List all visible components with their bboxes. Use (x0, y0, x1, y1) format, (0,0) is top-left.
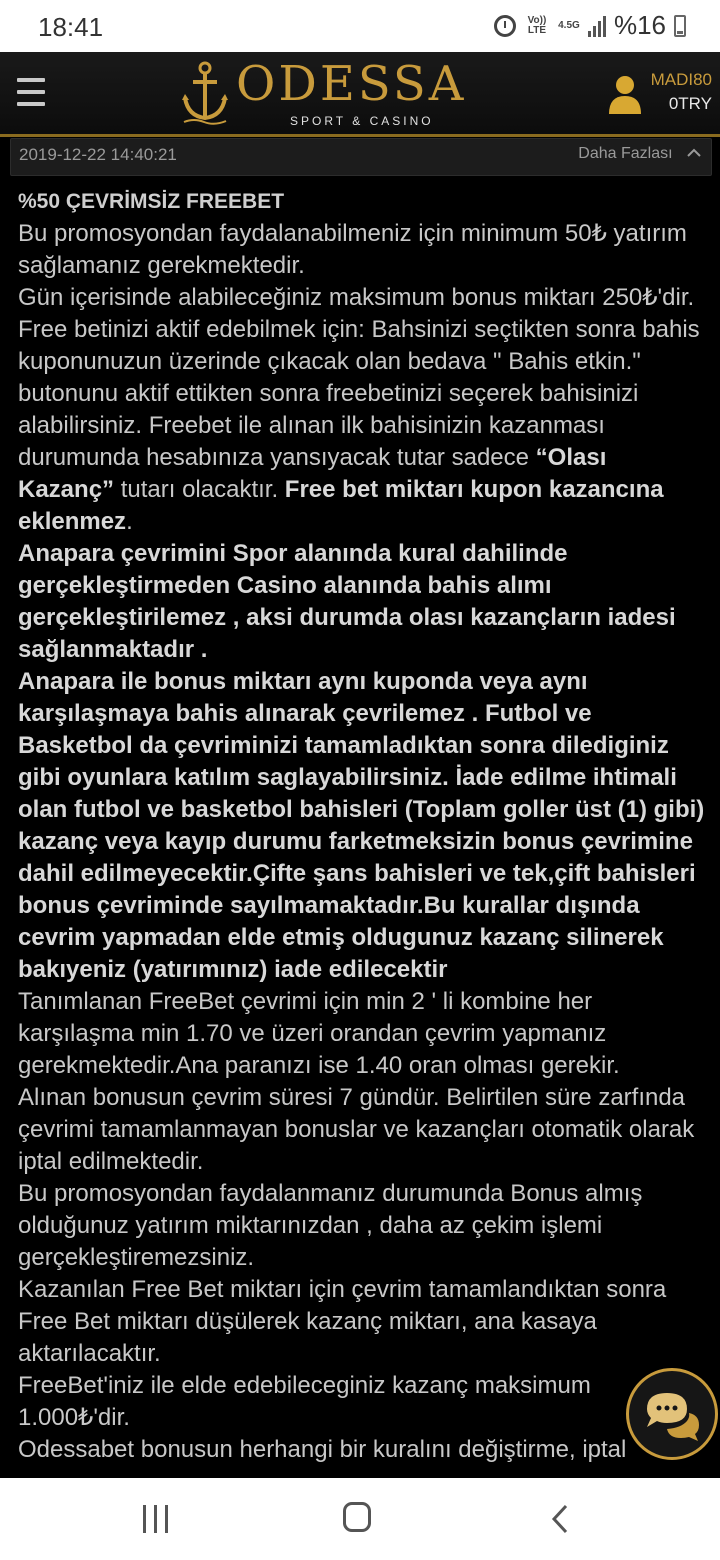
account-balance: 0TRY (668, 94, 712, 113)
brand-name: ODESSA (236, 56, 467, 112)
promo-paragraph: Bu promosyondan faydalanmanız durumunda Bonus almış olduğunuz yatırım miktarınızdan , daha az çekim işlemi gerçekleştiremezsiniz. (18, 1180, 643, 1271)
promo-paragraph-bold: Anapara çevrimini Spor alanında kural dahilinde gerçekleştirmeden Casino alanında bahis alımı gerçekleştirilemez , aksi durumda olası kazançların iadesi sağlanmaktadır . (18, 540, 676, 663)
anchor-logo-icon (180, 60, 230, 126)
user-account[interactable] (552, 70, 712, 118)
brand-logo[interactable] (180, 56, 480, 130)
status-bar (0, 0, 720, 52)
promo-paragraph-bold: Anapara ile bonus miktarı aynı kuponda veya aynı karşılaşmaya bahis alınarak çevrilemez . Futbol ve Basketbol da çevriminizi tamamladıktan sonra dilediginiz gibi oyunlara katılım saglayabilirsiniz. İade edilme ihtimali olan futbol ve basketbol bahisleri (Toplam goller üst (1) gibi) kazanç veya kayıp durumu farketmeksizin bonus çevrimine dahil edilmeyecektir.Çifte şans bahisleri ve tek,çift bahisleri bonus çevriminde sayılmamaktadır.Bu kurallar dışında cevrim yapmadan elde etmiş oldugunuz kazanç silinerek bakıyeniz (yatırımınız) iade edilecektir (18, 668, 705, 983)
chevron-up-icon (687, 148, 701, 158)
network-type: 4.5G (558, 19, 580, 31)
status-time: 18:41 (38, 12, 104, 42)
hamburger-icon[interactable] (17, 78, 45, 108)
back-icon[interactable] (548, 1504, 574, 1534)
promo-paragraph: Bu promosyondan faydalanabilmeniz için minimum 50₺ yatırım sağlamanız gerekmektedir. (18, 220, 687, 279)
promo-paragraph: Alınan bonusun çevrim süresi 7 gündür. Belirtilen süre zarfında çevrimi tamamlanmayan bonuslar ve kazançları otomatik olarak iptal edilmektedir. (18, 1084, 695, 1175)
battery-icon (674, 15, 686, 37)
promo-title: %50 ÇEVRİMSİZ FREEBET (18, 190, 285, 213)
more-label: Daha Fazlası (578, 145, 673, 162)
app-header (0, 52, 720, 137)
promo-date-bar (10, 138, 712, 176)
promo-paragraph: Gün içerisinde alabileceğiniz maksimum bonus miktarı 250₺'dir. (18, 284, 695, 311)
emphasis-text: “Olası Kazanç” (18, 444, 607, 503)
recent-apps-icon[interactable] (143, 1505, 169, 1533)
promo-paragraph: Free betinizi aktif edebilmek için: Bahsinizi seçtikten sonra bahis kuponunuzun üzerinde çıkacak olan bedava " Bahis etkin." butonunu aktif ettikten sonra freebetinizi seçerek bahisinizi alabilirsiniz. Freebet ile alınan ilk bahisinizin kazanması durumunda hesabınıza yansıyacak tutar sadece “Olası Kazanç” tutarı olacaktır. Free bet miktarı kupon kazancına eklenmez. (18, 316, 700, 535)
volte-indicator: Vo)) LTE (527, 14, 547, 36)
promo-content (18, 186, 708, 1466)
emphasis-text: Free bet miktarı kupon kazancına eklenmez (18, 476, 664, 535)
more-toggle[interactable] (578, 145, 701, 163)
signal-icon (588, 15, 606, 37)
username: MADI80 (650, 70, 712, 89)
promo-paragraph: Kazanılan Free Bet miktarı için çevrim tamamlandıktan sonra Free Bet miktarı düşülerek kazanç miktarı, ana kasaya aktarılacaktır. (18, 1276, 667, 1367)
promo-date: 2019-12-22 14:40:21 (19, 145, 177, 164)
chat-bubbles-icon (643, 1387, 703, 1443)
system-nav-bar (0, 1478, 720, 1560)
user-icon (608, 74, 642, 114)
promo-paragraph: FreeBet'iniz ile elde edebileceginiz kazanç maksimum 1.000₺'dir. (18, 1372, 591, 1431)
status-icons (494, 10, 686, 41)
brand-tagline: SPORT & CASINO (290, 114, 434, 128)
live-chat-button[interactable] (626, 1368, 718, 1460)
promo-paragraph: Tanımlanan FreeBet çevrimi için min 2 ' li kombine her karşılaşma min 1.70 ve üzeri orandan çevrim yapmanız gerekmektedir.Ana paranızı ise 1.40 oran olması gerekir. (18, 988, 620, 1079)
promo-paragraph: Odessabet bonusun herhangi bir kuralını değiştirme, iptal (18, 1436, 627, 1463)
battery-percent: %16 (613, 10, 666, 40)
alarm-icon (494, 15, 516, 37)
home-icon[interactable] (343, 1502, 371, 1532)
